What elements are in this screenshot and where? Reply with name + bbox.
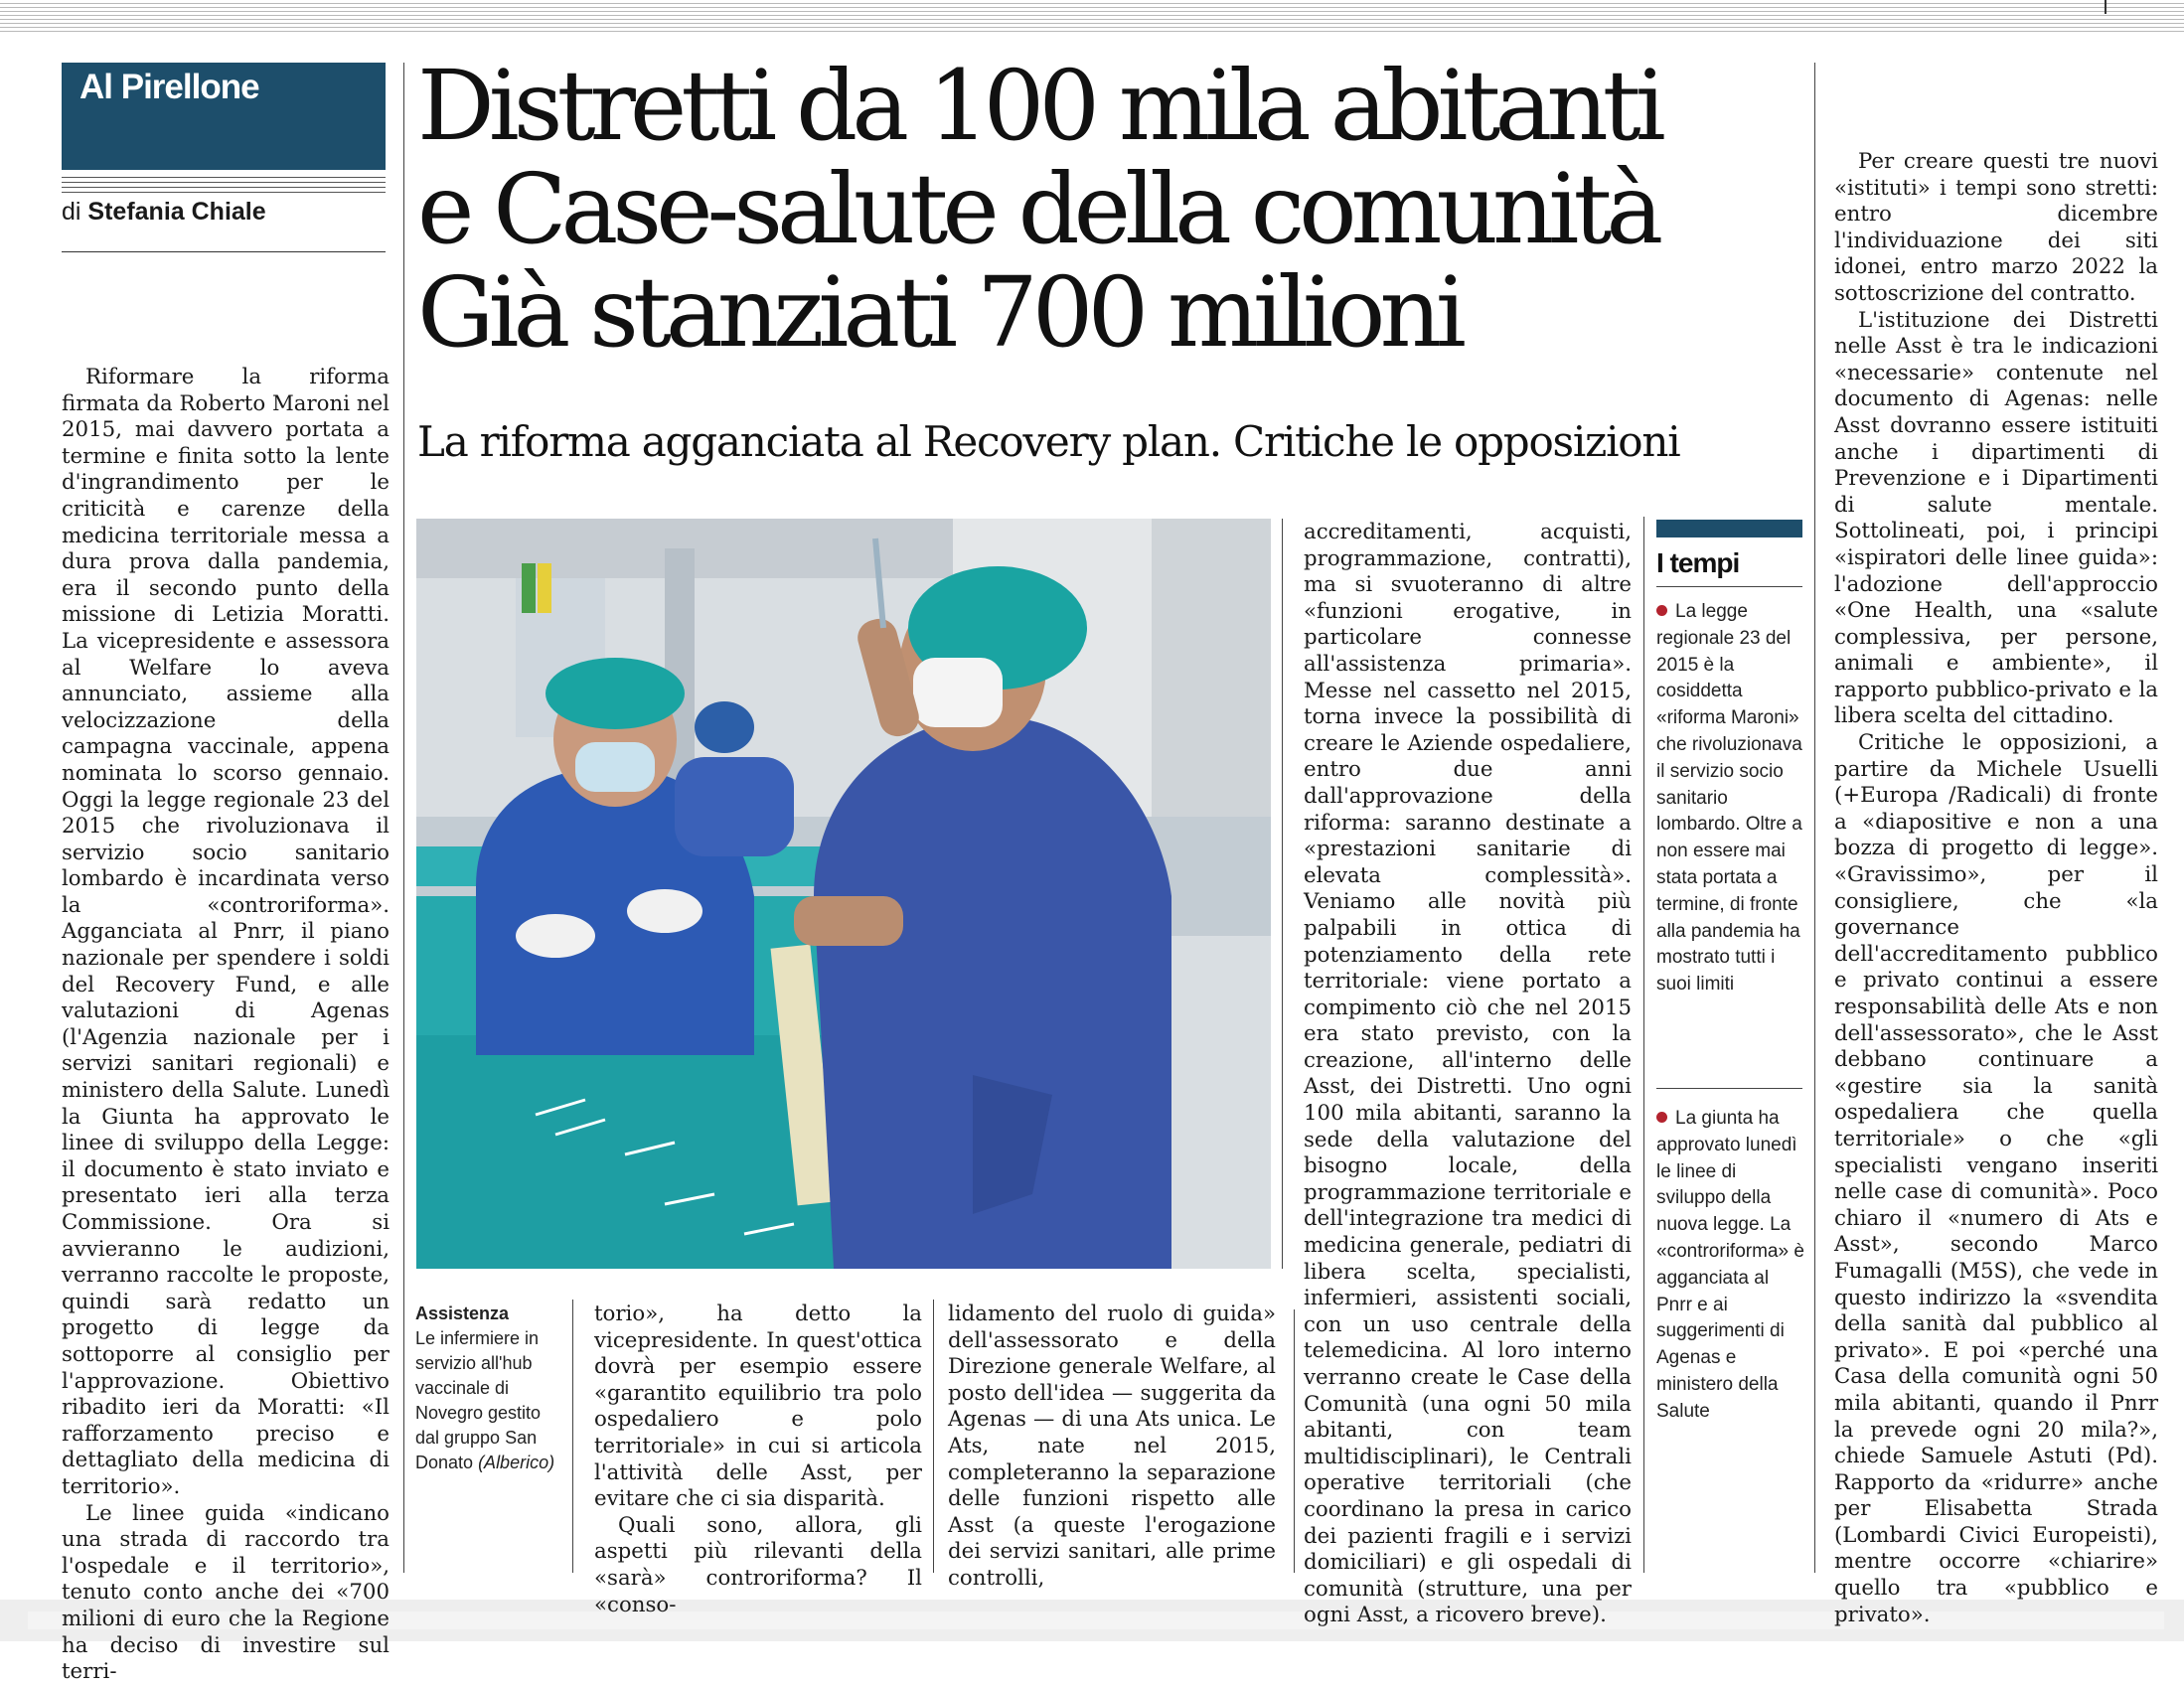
sidebar-separator (1656, 1088, 1802, 1089)
caption-text: Le infermiere in servizio all'hub vaccinale di Novegro gestito dal gruppo San Donato (415, 1328, 542, 1472)
paragraph: Le linee guida «indicano una strada di raccordo tra l'ospedale e il territorio», tenuto conto anche dei «700 milioni di euro che la Regione ha deciso di investire sul terri- (62, 1500, 390, 1685)
caption-title: Assistenza (415, 1303, 510, 1323)
paragraph: Critiche le opposizioni, a partire da Michele Usuelli (+Europa /Radicali) di fronte a «diapositive e non a una bozza di progetto di legge». «Gravissimo», per il consigliere, che «la governance dell'accreditamento pubblico e privato continui a essere responsabilità delle Ats e non dell'assessorato», che le Asst debbano continuare a «gestire sia la sanità ospedaliera che quella territoriale» o che «gli specialisti vengano inseriti nelle case di comunità». Poco chiaro il «numero di Ats e Asst», secondo Marco Fumagalli (M5S), che vede in questo indirizzo la «svendita della sanità dal pubblico al privato». E poi «perché una Casa della comunità ogni 50 mila abitanti, quando il Pnrr la prevede ogni 20 mila?», chiede Samuele Astuti (Pd). Rapporto da «ridurre» anche per Elisabetta Strada (Lombardi Civici Europeisti), mentre occorre «chiarire» quello tra «pubblico e privato». (1834, 730, 2158, 1627)
article-column-5 (1834, 149, 2158, 1628)
column-rule-5 (1282, 519, 1283, 1269)
column-rule-6 (933, 1300, 934, 1573)
column-rule-4 (1294, 1309, 1295, 1573)
top-edge-mark (2105, 0, 2106, 14)
sidebar-rule (1656, 586, 1802, 587)
rubric-hatch-rule (62, 177, 386, 195)
article-column-3 (948, 1302, 1276, 1593)
byline-prefix: di (62, 198, 81, 226)
column-rule-3 (1643, 517, 1644, 1573)
section-rubric-label: Al Pirellone (79, 68, 259, 106)
paragraph: L'istituzione dei Distretti nelle Asst è tra le indicazioni «necessarie» contenute nel documento di Agenas: nelle Asst dovranno essere istituiti anche i dipartimenti di Prevenzione e i Dipartimenti di salute mentale. Sottolineati, poi, i principi «ispiratori delle linee guida»: l'adozione dell'approccio «One Health, una «salute complessiva, per persone, animali e ambiente», il rapporto pubblico-privato e la libera scelta del cittadino. (1834, 307, 2158, 729)
byline (62, 198, 266, 227)
sidebar-item-text: La giunta ha approvato lunedì le linee di sviluppo della nuova legge. La «controriforma» è agganciata al Pnrr e ai suggerimenti di Agenas e ministero della Salute (1656, 1108, 1804, 1422)
byline-author: Stefania Chiale (87, 198, 266, 226)
column-rule-1 (403, 63, 404, 1573)
sidebar-item-text: La legge regionale 23 del 2015 è la cosiddetta «riforma Maroni» che rivoluzionava il servizio socio sanitario lombardo. Oltre a non essere mai stata portata a termine, di fronte alla pandemia ha mostrato tutti i suoi limiti (1656, 601, 1802, 996)
column-rule-2 (1814, 63, 1815, 1573)
sidebar-item (1656, 599, 1805, 998)
article-column-2 (594, 1302, 922, 1618)
headline-line-1: Distretti da 100 mila abitanti (417, 50, 1660, 162)
paragraph: Quali sono, allora, gli aspetti più rilevanti della «sarà» controriforma? Il «conso- (594, 1512, 922, 1617)
article-column-4 (1304, 520, 1632, 1629)
bullet-icon (1656, 1112, 1667, 1123)
paragraph: Per creare questi tre nuovi «istituti» i tempi sono stretti: entro dicembre l'individuazione dei siti idonei, entro marzo 2022 la sottoscrizione del contratto. (1834, 149, 2158, 306)
sidebar-item (1656, 1106, 1805, 1426)
sidebar-accent-bar (1656, 520, 1802, 537)
paragraph: lidamento del ruolo di guida» dell'assessorato e della Direzione generale Welfare, al posto dell'idea — suggerita da Agenas — di una Ats unica. Le Ats, nate nel 2015, completeranno la separazione delle funzioni rispetto alle Asst (a queste l'erogazione dei servizi sanitari, alle prime controlli, (948, 1302, 1276, 1591)
bullet-icon (1656, 605, 1667, 616)
paragraph: Riformare la riforma firmata da Roberto Maroni nel 2015, mai davvero portata a termine e finita sotto la lente d'ingrandimento per le criticità e carenze della medicina territoriale messa a dura prova dalla pandemia, era il secondo punto della missione di Letizia Moratti. La vicepresidente e assessora al Welfare lo aveva annunciato, assieme alla velocizzazione della campagna vaccinale, appena nominata lo scorso gennaio. Oggi la legge regionale 23 del 2015 che rivoluzionava il servizio socio sanitario lombardo è incardinata verso la «controriforma». Agganciata al Pnrr, il piano nazionale per spendere i soldi del Recovery Fund, e alle valutazioni di Agenas (l'Agenzia nazionale per i servizi sanitari regionali) e ministero della Salute. Lunedì la Giunta ha approvato le linee di sviluppo della Legge: il documento è stato inviato e presentato ieri alla terza Commissione. Ora si avvieranno le audizioni, verranno raccolte le proposte, quindi sarà redatto un progetto di legge da sottoporre al consiglio per l'approvazione. Obiettivo ribadito ieri da Moratti: «Il rafforzamento preciso e dettagliato della medicina di territorio». (62, 365, 390, 1499)
photo-caption (415, 1302, 564, 1475)
column-rule-7 (572, 1300, 573, 1573)
article-photo (416, 519, 1271, 1269)
paragraph: torio», ha detto la vicepresidente. In quest'ottica dovrà per esempio essere «garantito equilibrio tra polo ospedaliero e polo territoriale» in cui si articola l'attività delle Asst, per evitare che ci sia disparità. (594, 1302, 922, 1512)
paragraph: accreditamenti, acquisti, programmazione, contratti), ma si svuoteranno di altre «funzioni erogative, in particolare connesse all'assistenza primaria». Messe nel cassetto nel 2015, torna invece la possibilità di creare le Aziende ospedaliere, entro due anni dall'approvazione della riforma: saranno destinate a «prestazioni sanitarie di elevata complessità». Veniamo alle novità più palpabili in ottica di potenziamento della rete territoriale: viene portato a compimento ciò che nel 2015 era stato previsto, con la creazione, all'interno delle Asst, dei Distretti. Uno ogni 100 mila abitanti, saranno la sede della valutazione del bisogno locale, della programmazione territoriale e dell'integrazione tra medici di medicina generale, pediatri di libera scelta, specialisti, infermieri, assistenti sociali, con un uso centrale della telemedicina. Al loro interno verranno create le Case della Comunità (una ogni 50 mila abitanti, con team multidisciplinari), le Centrali operative territoriali (che coordinano la presa in carico dei pazienti fragili e i servizi domiciliari) e gli ospedali di comunità (strutture, una per ogni Asst, a ricovero breve). (1304, 520, 1632, 1628)
byline-rule (62, 251, 386, 252)
sidebar-title: I tempi (1656, 547, 1740, 578)
subheadline: La riforma agganciata al Recovery plan. Critiche le opposizioni (417, 417, 1680, 466)
photo-credit: (Alberico) (478, 1453, 555, 1472)
headline-line-3: Già stanziati 700 milioni (417, 256, 1461, 369)
headline (417, 50, 1660, 369)
top-decorative-band (0, 0, 2184, 32)
article-column-1 (62, 365, 390, 1686)
headline-line-2: e Case-salute della comunità (417, 153, 1658, 265)
